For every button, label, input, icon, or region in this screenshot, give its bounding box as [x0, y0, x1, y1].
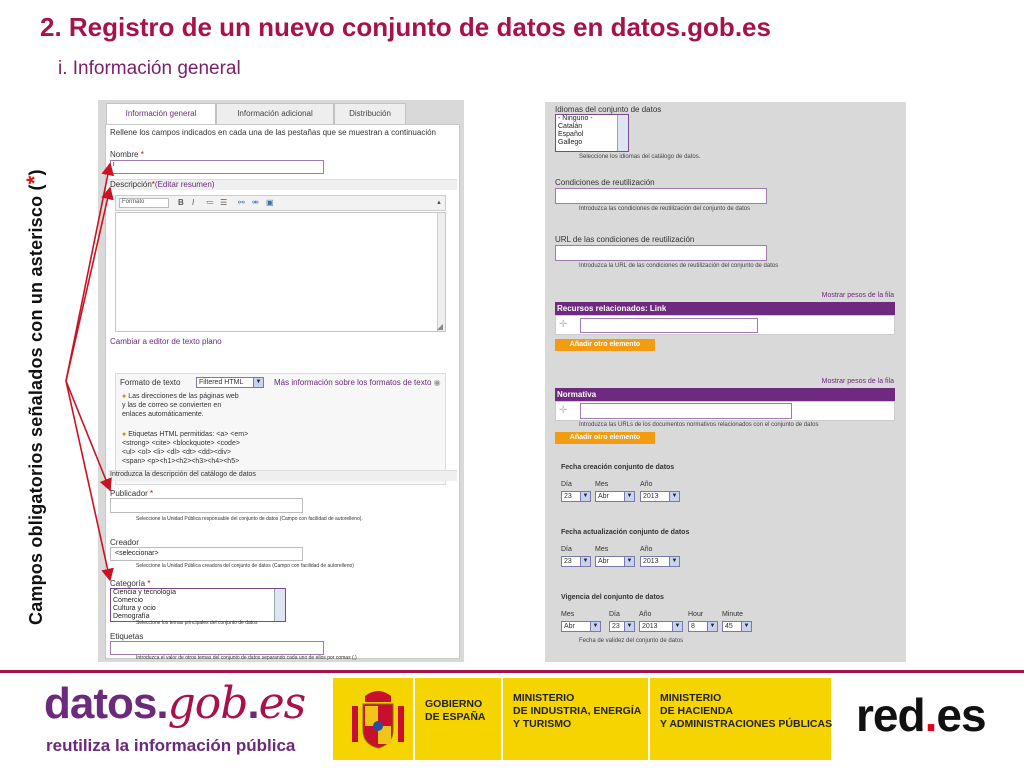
chevron-down-icon: ▼ — [624, 492, 634, 501]
spain-coat-of-arms-icon — [347, 686, 409, 752]
vigencia-help: Fecha de validez del conjunto de datos — [579, 638, 684, 644]
nombre-input[interactable]: i — [110, 160, 324, 174]
hour-header: Hour — [688, 611, 704, 618]
categoria-scrollbar[interactable] — [274, 589, 285, 621]
normativa-row — [555, 401, 895, 421]
mas-informacion-link[interactable]: Más información sobre los formatos de texto ◉ — [274, 378, 441, 387]
vigencia-hour-select[interactable]: 8 ▼ — [688, 621, 718, 632]
add-recurso-button[interactable]: Añadir otro elemento — [555, 339, 655, 351]
form-tabs — [98, 103, 408, 125]
cambiar-editor-link[interactable]: Cambiar a editor de texto plano — [110, 337, 222, 346]
publicador-input[interactable] — [110, 498, 303, 513]
bold-button[interactable]: B — [178, 198, 184, 207]
image-icon[interactable]: ▣ — [266, 198, 274, 207]
url-condiciones-help: Introduzca la URL de las condiciones de reutilización del conjunto de datos — [579, 263, 779, 269]
note-text: Campos obligatorios señalados con un asterisco ( — [26, 184, 46, 625]
idiomas-listbox[interactable] — [555, 114, 629, 152]
idioma-option[interactable]: Español — [558, 131, 584, 138]
chevron-down-icon: ▼ — [580, 557, 590, 566]
mes-header: Mes — [561, 611, 575, 618]
dia-header: Día — [561, 546, 572, 553]
required-fields-note — [22, 145, 48, 625]
condiciones-input[interactable] — [555, 188, 767, 204]
creador-label: Creador — [110, 538, 139, 547]
help-icon: ◉ — [433, 378, 441, 387]
mes-header: Mes — [595, 481, 609, 488]
creador-input[interactable]: <seleccionar> — [110, 547, 303, 561]
vigencia-mes-select[interactable]: Abr ▼ — [561, 621, 601, 632]
url-condiciones-input[interactable] — [555, 245, 767, 261]
tip-html-tags: ● Etiquetas HTML permitidas: <a> <em> <strong> <cite> <blockquote> <code> <ul> <ol> <li> <dl> <dt> <dd><div><span> <p><h1><h2><h3><h4><h5> — [122, 431, 249, 465]
condiciones-label: Condiciones de reutilización — [555, 178, 655, 187]
chevron-down-icon: ▼ — [580, 492, 590, 501]
chevron-down-icon: ▼ — [741, 622, 751, 631]
recurso-link-input[interactable] — [580, 318, 758, 333]
tab-additional-info[interactable]: Información adicional — [216, 103, 334, 125]
fecha-creacion-label: Fecha creación conjunto de datos — [561, 464, 675, 471]
normativa-help: Introduzca las URLs de los documentos normativos relacionados con el conjunto de datos — [579, 422, 819, 428]
additional-info-panel — [545, 102, 906, 662]
recursos-row — [555, 315, 895, 335]
tab-general-info[interactable]: Información general — [106, 103, 216, 125]
note-close: ) — [26, 169, 46, 176]
creacion-ano-select[interactable]: 2013 ▼ — [640, 491, 680, 502]
publicador-help: Seleccione la Unidad Pública responsable del conjunto de datos (Campo con facilidad de autorelleno). — [136, 516, 363, 522]
chevron-down-icon: ▼ — [669, 557, 679, 566]
condiciones-help: Introduzca las condiciones de reutilización del conjunto de datos — [579, 206, 751, 212]
dia-header: Día — [561, 481, 572, 488]
italic-button[interactable]: I — [192, 198, 195, 207]
slide-title: 2. Registro de un nuevo conjunto de datos en datos.gob.es — [40, 12, 771, 42]
chevron-down-icon: ▼ — [624, 557, 634, 566]
chevron-down-icon: ▼ — [707, 622, 717, 631]
actualizacion-dia-select[interactable]: 23 ▼ — [561, 556, 591, 567]
general-info-form-panel — [98, 100, 464, 662]
formato-texto-select[interactable]: Filtered HTML ▼ — [196, 377, 264, 388]
mostrar-pesos-link-2[interactable]: Mostrar pesos de la fila — [821, 378, 894, 385]
toolbar-arrow-icon[interactable]: ▲ — [436, 200, 442, 206]
gobierno-espana: GOBIERNO DE ESPAÑA — [413, 678, 501, 760]
idioma-option[interactable]: Catalán — [558, 123, 583, 130]
normativa-input[interactable] — [580, 403, 792, 419]
tip-bullet-icon: ● — [122, 393, 129, 400]
nombre-label: Nombre * — [110, 150, 144, 159]
chevron-down-icon: ▼ — [672, 622, 682, 631]
descripcion-label: Descripción*(Editar resumen) — [110, 180, 215, 189]
text-format-box — [115, 373, 446, 485]
chevron-down-icon: ▼ — [590, 622, 600, 631]
idiomas-label: Idiomas del conjunto de datos — [555, 105, 662, 114]
vigencia-label: Vigencia del conjunto de datos — [561, 594, 664, 601]
creacion-mes-select[interactable]: Abr ▼ — [595, 491, 635, 502]
vigencia-dia-select[interactable]: 23 ▼ — [609, 621, 635, 632]
chevron-down-icon: ▼ — [624, 622, 634, 631]
creacion-dia-select[interactable]: 23 ▼ — [561, 491, 591, 502]
general-info-form — [105, 124, 460, 659]
format-dropdown[interactable]: Formato — [119, 198, 169, 208]
editar-resumen-link[interactable]: (Editar resumen) — [154, 180, 215, 189]
ministerio-industria: MINISTERIO DE INDUSTRIA, ENERGÍA Y TURISMO — [501, 678, 648, 760]
dia-header: Día — [609, 611, 620, 618]
tip-bullet-icon: ● — [122, 431, 129, 438]
etiquetas-label: Etiquetas — [110, 632, 144, 641]
vigencia-ano-select[interactable]: 2013 ▼ — [639, 621, 683, 632]
slide-subtitle: i. Información general — [58, 58, 241, 79]
mostrar-pesos-link[interactable]: Mostrar pesos de la fila — [821, 292, 894, 299]
add-normativa-button[interactable]: Añadir otro elemento — [555, 432, 655, 444]
categoria-option[interactable]: Ciencia y tecnología — [113, 589, 177, 596]
footer-divider — [0, 670, 1024, 673]
descripcion-help: Introduzca la descripción del catálogo de datos — [110, 471, 256, 478]
chevron-down-icon: ▼ — [669, 492, 679, 501]
ano-header: Año — [640, 481, 653, 488]
resize-handle-icon[interactable]: ◢ — [436, 322, 443, 331]
tip-urls: ● Las direcciones de las páginas web y las de correo se convierten en enlaces automáticamente. — [122, 393, 239, 418]
etiquetas-help: Introduzca el valor de otros temas del conjunto de datos separando cada uno de ellos por comas (,) — [136, 655, 357, 661]
idioma-option[interactable]: - Ninguno - — [558, 115, 593, 122]
editor-scrollbar[interactable] — [437, 213, 445, 331]
government-band — [333, 678, 831, 760]
list-bullet-icon[interactable]: ≔ — [206, 198, 214, 207]
ano-header: Año — [640, 546, 653, 553]
chevron-down-icon: ▼ — [253, 378, 263, 387]
idiomas-scrollbar[interactable] — [617, 115, 628, 151]
minute-header: Minute — [722, 611, 744, 618]
etiquetas-input[interactable] — [110, 641, 324, 655]
categoria-option[interactable]: Cultura y ocio — [113, 605, 156, 612]
note-star: * — [22, 175, 47, 185]
categoria-label: Categoría * — [110, 579, 151, 588]
creador-help: Seleccione la Unidad Pública creadora del conjunto de datos (Campo con facilidad de autorelleno) — [136, 563, 354, 569]
actualizacion-ano-select[interactable]: 2013 ▼ — [640, 556, 680, 567]
categoria-option[interactable]: Demografía — [113, 613, 150, 620]
descripcion-editor[interactable] — [115, 212, 446, 332]
drag-handle-icon[interactable]: ✛ — [559, 319, 568, 330]
list-number-icon[interactable]: ☰ — [220, 198, 228, 207]
red-es-logo: red.es — [856, 689, 986, 741]
fecha-actualizacion-label: Fecha actualización conjunto de datos — [561, 529, 690, 536]
ministerio-hacienda: MINISTERIO DE HACIENDA Y ADMINISTRACIONES PÚBLICAS — [648, 678, 831, 760]
categoria-listbox[interactable] — [110, 588, 286, 622]
form-intro: Rellene los campos indicados en cada una de las pestañas que se muestran a continuación — [110, 128, 436, 137]
formato-texto-label: Formato de texto — [120, 378, 181, 387]
categoria-help: Seleccione los temas principales del conjunto de datos — [136, 620, 258, 626]
actualizacion-mes-select[interactable]: Abr ▼ — [595, 556, 635, 567]
ano-header: Año — [639, 611, 652, 618]
idioma-option[interactable]: Gallego — [558, 139, 583, 146]
idiomas-help: Seleccione los idiomas del catálogo de datos. — [579, 154, 701, 160]
vigencia-minute-select[interactable]: 45 ▼ — [722, 621, 752, 632]
editor-toolbar — [115, 195, 446, 211]
url-condiciones-label: URL de las condiciones de reutilización — [555, 235, 695, 244]
publicador-label: Publicador * — [110, 489, 154, 498]
tab-distribution[interactable]: Distribución — [334, 103, 406, 125]
recursos-header: Recursos relacionados: Link — [555, 302, 895, 315]
link-icon[interactable]: ⚯ — [238, 198, 245, 207]
mes-header: Mes — [595, 546, 609, 553]
normativa-header: Normativa — [555, 388, 895, 401]
datos-gob-es-logo: datos.gob.es — [44, 678, 306, 729]
categoria-option[interactable]: Comercio — [113, 597, 143, 604]
logo-tagline: reutiliza la información pública — [46, 736, 296, 755]
unlink-icon[interactable]: ⚮ — [252, 198, 259, 207]
drag-handle-icon[interactable]: ✛ — [559, 405, 568, 416]
